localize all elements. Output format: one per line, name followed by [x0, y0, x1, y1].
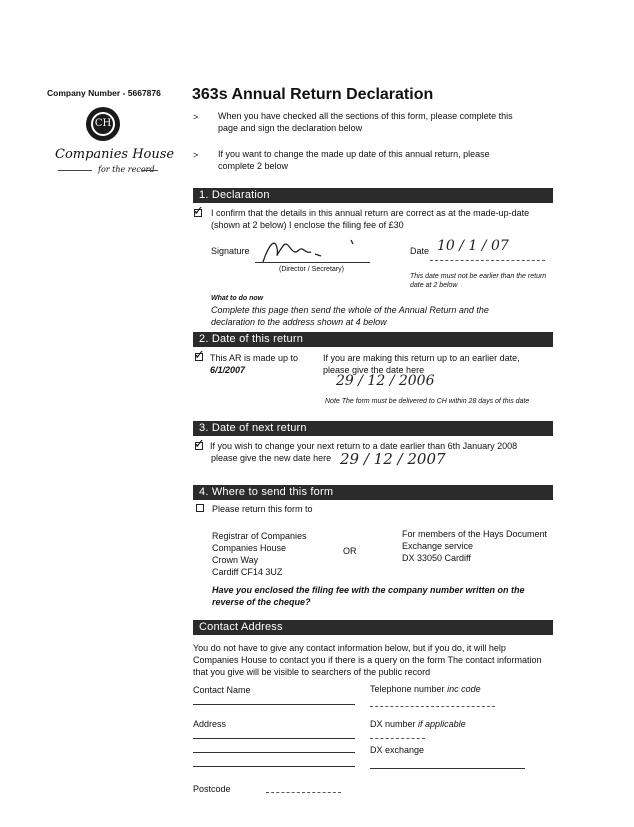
contact-name-field[interactable]	[193, 704, 355, 705]
dx-exchange-field[interactable]	[370, 768, 525, 769]
dx-number-label-text: DX number	[370, 719, 416, 729]
registrar-address	[212, 530, 307, 578]
dx-number-field[interactable]	[370, 738, 425, 739]
bullet-marker-1: >	[193, 112, 199, 122]
logo-name: Companies House	[55, 147, 175, 162]
date-value[interactable]: 10 / 1 / 07	[437, 238, 509, 254]
dx-number-label-suffix: if applicable	[418, 719, 466, 729]
logo-tagline: for the record	[98, 165, 155, 174]
telephone-field[interactable]	[370, 706, 495, 707]
signature-caption: (Director / Secretary)	[279, 266, 344, 273]
contact-name-label: Contact Name	[193, 685, 251, 695]
new-date-value[interactable]: 29 / 12 / 2007	[340, 450, 446, 468]
logo-rule-right	[142, 170, 158, 171]
date-note: This date must not be earlier than the return date at 2 below	[410, 273, 547, 289]
return-text: Please return this form to	[212, 504, 313, 514]
earlier-date-value[interactable]: 29 / 12 / 2006	[336, 373, 435, 389]
declaration-checkmark-icon: ✓	[193, 203, 204, 218]
section-3-heading: 3. Date of next return	[193, 421, 553, 436]
section-1-heading: 1. Declaration	[193, 188, 553, 203]
address-line: Companies House	[212, 543, 287, 553]
return-checkbox[interactable]	[196, 504, 204, 512]
made-up-text: This AR is made up to	[210, 353, 299, 363]
what-to-do-heading: What to do now	[211, 295, 264, 302]
dx-number-label	[370, 718, 466, 730]
next-return-checkmark-icon: ✓	[194, 436, 205, 451]
address-field-2[interactable]	[193, 752, 355, 753]
instruction-1: When you have checked all the sections of this form, please complete this page and sign the declaration below	[218, 111, 513, 133]
companies-house-logo-icon	[86, 107, 120, 141]
section-4-heading: 4. Where to send this form	[193, 485, 553, 500]
section-2-heading: 2. Date of this return	[193, 332, 553, 347]
bullet-marker-2: >	[193, 150, 199, 160]
declaration-text: I confirm that the details in this annual return are correct as at the made-up-date (shown at 2 below) I enclose the filing fee of £30	[211, 208, 530, 230]
dx-address	[402, 528, 547, 564]
dx-line: For members of the Hays Document	[402, 529, 548, 539]
page-title: 363s Annual Return Declaration	[192, 86, 434, 103]
date-label: Date	[410, 246, 430, 256]
address-field-3[interactable]	[193, 766, 355, 767]
address-field-1[interactable]	[193, 738, 355, 739]
contact-heading: Contact Address	[193, 620, 553, 635]
telephone-label-text: Telephone number	[370, 684, 445, 694]
made-up-checkmark-icon: ✓	[194, 347, 205, 362]
made-up-date: 6/1/2007	[210, 365, 246, 375]
address-line: Crown Way	[212, 555, 259, 565]
dx-line: DX 33050 Cardiff	[402, 553, 471, 563]
signature-line	[255, 262, 370, 263]
delivery-note: Note The form must be delivered to CH within 28 days of this date	[325, 398, 530, 405]
telephone-label-suffix: inc code	[447, 684, 481, 694]
dx-line: Exchange service	[402, 541, 474, 551]
postcode-label: Postcode	[193, 784, 231, 794]
telephone-label	[370, 683, 481, 695]
what-to-do-text: Complete this page then send the whole of the Annual Return and the declaration to the address shown at 4 below	[211, 305, 489, 327]
next-return-text: If you wish to change your next return to a date earlier than 6th January 2008	[210, 441, 518, 451]
next-return-prompt: please give the new date here	[211, 453, 332, 463]
or-text: OR	[343, 546, 357, 556]
postcode-field[interactable]	[266, 792, 341, 793]
earlier-date-text: If you are making this return up to an earlier date, please give the date here	[323, 353, 520, 375]
address-line: Registrar of Companies	[212, 531, 307, 541]
logo-letters: CH	[91, 112, 115, 136]
dx-exchange-label: DX exchange	[370, 745, 425, 755]
date-line	[430, 260, 545, 261]
address-line: Cardiff CF14 3UZ	[212, 567, 283, 577]
instruction-2: If you want to change the made up date of this annual return, please complete 2 below	[218, 149, 490, 171]
signature-label: Signature	[211, 246, 250, 256]
company-number: Company Number - 5667876	[47, 88, 161, 98]
contact-intro: You do not have to give any contact information below, but if you do, it will help Companies House to contact you if there is a query on the form The contact information that you give will be visible to searchers of the public record	[193, 643, 542, 677]
fee-question: Have you enclosed the filing fee with the company number written on the reverse of the cheque?	[212, 585, 525, 607]
address-label: Address	[193, 719, 227, 729]
logo-rule-left	[58, 170, 92, 171]
